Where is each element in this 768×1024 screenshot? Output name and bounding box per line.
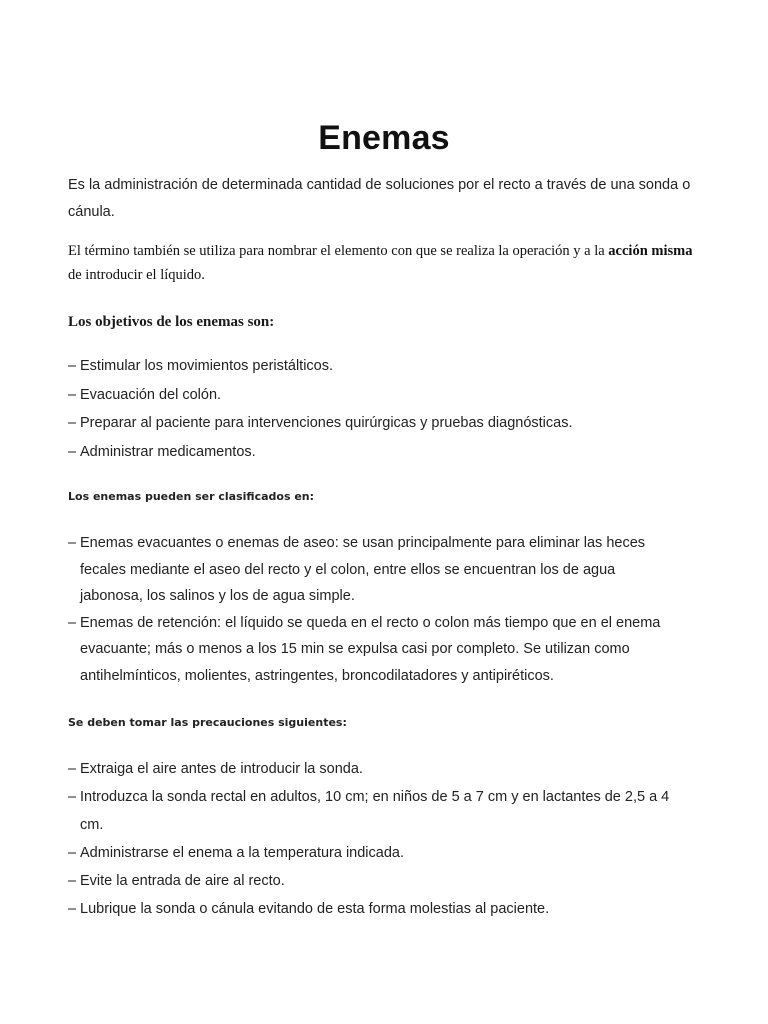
- intro-paragraph: Es la administración de determinada cantidad de soluciones por el recto a través de una sonda o cánula.: [68, 177, 691, 220]
- list-item: [68, 867, 680, 895]
- list-item-text: Preparar al paciente para intervenciones quirúrgicas y pruebas diagnósticas.: [80, 415, 573, 432]
- list-item: [68, 839, 680, 867]
- list-item: [68, 755, 680, 783]
- list-item: [68, 352, 708, 381]
- precautions-heading: Se deben tomar las precauciones siguientes:: [68, 716, 347, 729]
- list-item-text: Enemas evacuantes o enemas de aseo: se usan principalmente para eliminar las heces fecales mediante el aseo del recto y el colon, entre ellos se encuentran los de agua jabonosa, los salinos y los de agua simple.: [80, 535, 646, 605]
- objectives-list: [68, 352, 708, 466]
- dash-bullet: –: [68, 873, 77, 889]
- list-item-text: Extraiga el aire antes de introducir la sonda.: [80, 761, 363, 777]
- list-item-text: Introduzca la sonda rectal en adultos, 10 cm; en niños de 5 a 7 cm y en lactantes de 2,5 a 4 cm.: [80, 789, 670, 833]
- dash-bullet: –: [68, 901, 77, 917]
- dash-bullet: –: [68, 614, 77, 631]
- page-title: Enemas: [318, 118, 450, 157]
- term-text-before: El término también se utiliza para nombrar el elemento con que se realiza la operación y a la: [68, 243, 609, 259]
- list-item-text: Enemas de retención: el líquido se queda en el recto o colon más tiempo que en el enema evacuante; más o menos a los 15 min se expulsa casi por completo. Se utilizan como antihelmínticos, molientes, astringentes, broncodilatadores y antipiréticos.: [80, 614, 661, 684]
- term-paragraph: [68, 239, 708, 287]
- list-item-text: Administrar medicamentos.: [80, 443, 256, 460]
- term-bold-text: acción misma: [608, 243, 693, 259]
- precautions-list: [68, 755, 680, 923]
- list-item: [68, 409, 708, 438]
- dash-bullet: –: [68, 415, 77, 432]
- dash-bullet: –: [68, 443, 77, 460]
- list-item: [68, 895, 680, 923]
- list-item: [68, 610, 668, 690]
- list-item-text: Evacuación del colón.: [80, 386, 222, 403]
- dash-bullet: –: [68, 535, 77, 551]
- dash-bullet: –: [68, 789, 77, 805]
- dash-bullet: –: [68, 386, 77, 403]
- dash-bullet: –: [68, 761, 77, 777]
- dash-bullet: –: [68, 358, 77, 374]
- term-text-after: de introducir el líquido.: [68, 267, 205, 283]
- list-item: [68, 783, 680, 839]
- classification-list: [68, 530, 668, 690]
- objectives-heading: Los objetivos de los enemas son:: [68, 314, 275, 330]
- list-item: [68, 381, 708, 410]
- list-item: [68, 438, 708, 467]
- list-item-text: Lubrique la sonda o cánula evitando de esta forma molestias al paciente.: [80, 901, 550, 917]
- list-item-text: Estimular los movimientos peristálticos.: [80, 358, 334, 374]
- list-item-text: Evite la entrada de aire al recto.: [80, 873, 285, 889]
- classification-heading: Los enemas pueden ser clasificados en:: [68, 490, 315, 503]
- dash-bullet: –: [68, 845, 77, 861]
- list-item: [68, 530, 668, 610]
- list-item-text: Administrarse el enema a la temperatura indicada.: [80, 845, 404, 861]
